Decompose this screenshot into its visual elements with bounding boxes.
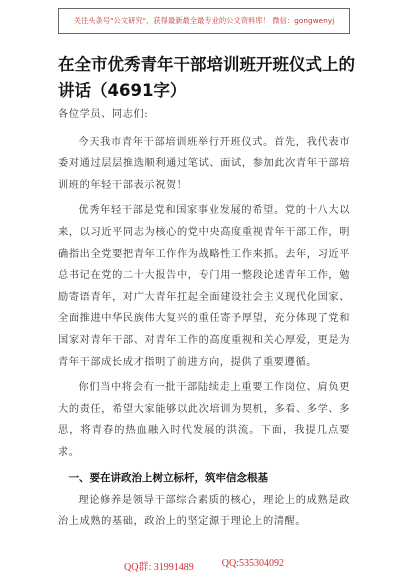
paragraph-background: 优秀年轻干部是党和国家事业发展的希望。党的十八大以来，以习近平同志为核心的党中央高度重视青年干部工作，明确指出全党要把青年工作作为战略性工作来抓。去年，习近平总书记在党的二十大报告中，专门用一整段论述青年工作，勉励寄语青年，对广大青年扛起全面建设社会主义现代化国家、全面推进中华民族伟大复兴的重任寄予厚望，充分体现了党和国家对青年干部、对青年工作的高度重视和关心厚爱，更是为青年干部成长成才指明了前进方向，提供了重要遵循。: [58, 205, 350, 368]
footer-qq-group: QQ群: 31991489: [124, 562, 194, 573]
document-title: 在全市优秀青年干部培训班开班仪式上的讲话（4691字）: [58, 55, 355, 100]
document-body: [58, 104, 350, 533]
footer-contact: [0, 558, 408, 574]
section-heading: 一、要在讲政治上树立标杆，筑牢信念根基: [68, 471, 268, 484]
header-notice-box: [58, 8, 350, 34]
header-notice-text: 关注头条号"公文研究"，获得最新最全最专业的公文资料库！ 微信：gongwenyj: [73, 16, 335, 25]
paragraph-opening: 今天我市青年干部培训班举行开班仪式。首先，我代表市委对通过层层推选顺利通过笔试、面试，参加此次青年干部培训班的年轻干部表示祝贺！: [58, 136, 350, 191]
salutation: 各位学员、同志们:: [58, 109, 149, 120]
footer-qq: QQ:535304092: [221, 558, 284, 569]
paragraph-theory: 理论修养是领导干部综合素质的核心，理论上的成熟是政治上成熟的基础，政治上的坚定源于理论上的清醒。: [58, 494, 350, 528]
paragraph-expectations: 你们当中将会有一批干部陆续走上重要工作岗位、肩负更大的责任，希望大家能够以此次培训为契机，多看、多学、多思，将青春的热血融入时代发展的洪流。下面，我提几点要求。: [58, 382, 350, 458]
